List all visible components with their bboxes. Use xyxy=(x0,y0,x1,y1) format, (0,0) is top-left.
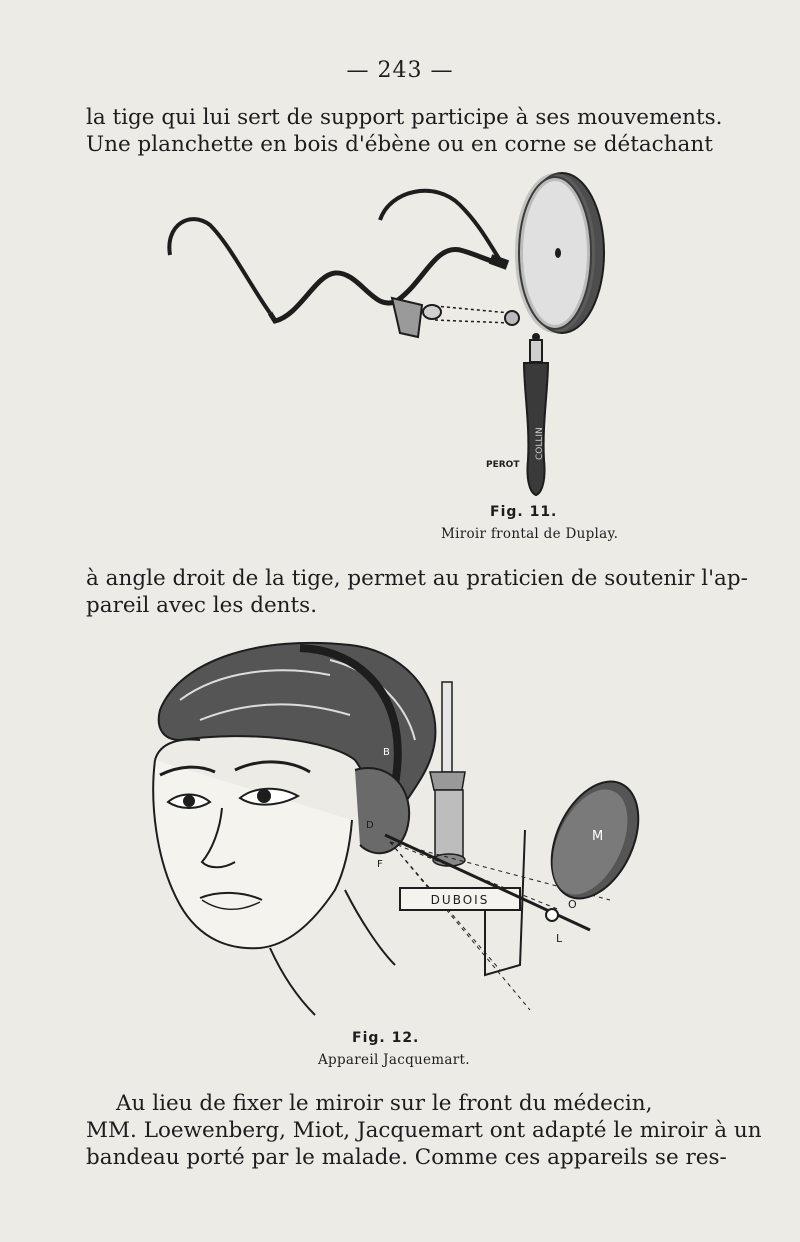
paragraph-2 xyxy=(86,565,748,619)
figure-11-illustration xyxy=(150,165,630,505)
paragraph-3 xyxy=(86,1090,762,1171)
dubois-box-label: DUBOIS xyxy=(430,893,490,907)
paragraph-3-line-3: bandeau porté par le malade. Comme ces appareils se res- xyxy=(86,1145,727,1170)
paragraph-1-line-1: la tige qui lui sert de support participe à ses mouvements. xyxy=(86,105,723,130)
paragraph-3-line-2: MM. Loewenberg, Miot, Jacquemart ont adapté le miroir à un xyxy=(86,1118,762,1143)
paragraph-1 xyxy=(86,104,723,158)
figure-12-caption: Appareil Jacquemart. xyxy=(318,1052,470,1068)
handle-maker-mark: COLLIN xyxy=(535,427,545,460)
letter-b: B xyxy=(383,747,390,758)
engraver-mark: PEROT xyxy=(486,460,520,470)
paragraph-2-line-1: à angle droit de la tige, permet au praticien de soutenir l'ap- xyxy=(86,566,748,591)
figure-11-caption: Miroir frontal de Duplay. xyxy=(441,526,619,542)
paragraph-2-line-2: pareil avec les dents. xyxy=(86,593,318,618)
letter-m: M xyxy=(592,829,604,844)
letter-f: F xyxy=(377,859,383,870)
letter-l: L xyxy=(556,932,563,945)
letter-o: O xyxy=(568,898,577,911)
figure-12-label: Fig. 12. xyxy=(352,1030,420,1046)
figure-12-illustration xyxy=(140,630,640,1020)
paragraph-3-line-1: Au lieu de fixer le miroir sur le front du médecin, xyxy=(116,1091,653,1116)
letter-d: D xyxy=(366,820,374,831)
page-number: — 243 — xyxy=(346,58,454,83)
paragraph-1-line-2: Une planchette en bois d'ébène ou en corne se détachant xyxy=(86,132,713,157)
figure-11-label: Fig. 11. xyxy=(490,504,558,520)
